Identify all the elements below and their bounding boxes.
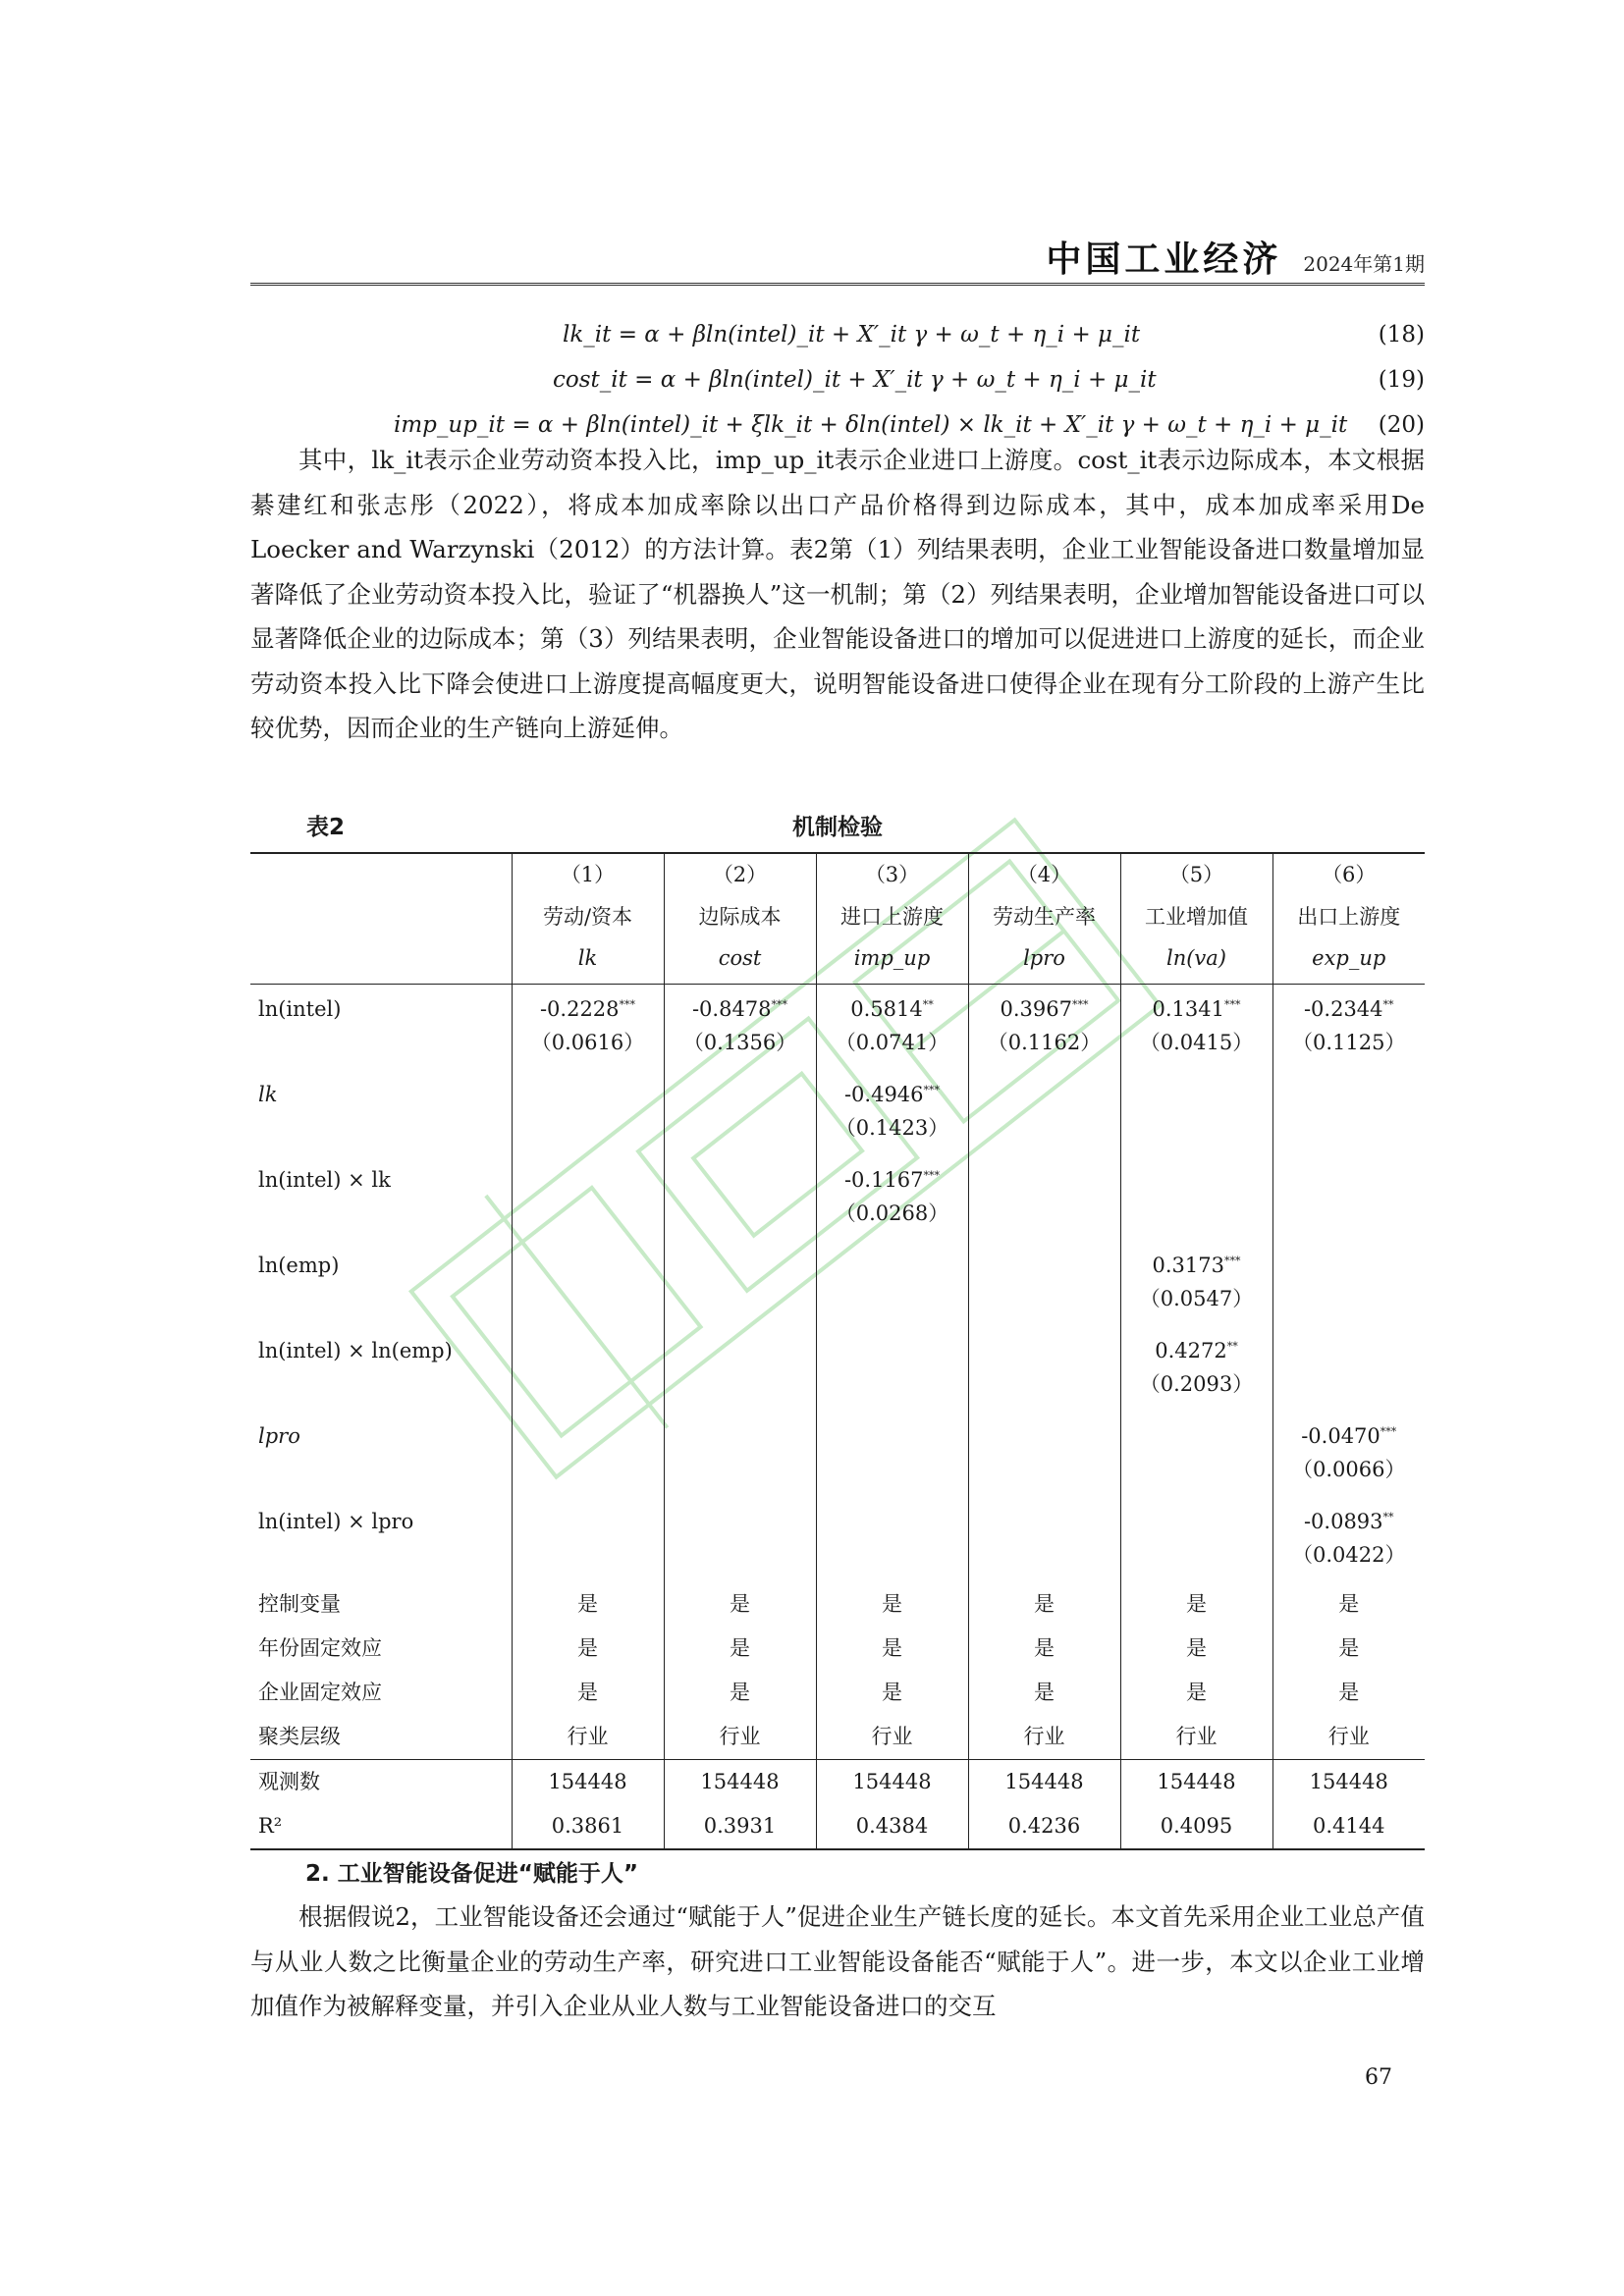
table-cell [816,1070,968,1155]
table-cell [512,1070,664,1155]
table-cell [1272,1326,1425,1412]
journal-name: 中国工业经济 [1046,240,1282,280]
table-cell: 0.4236 [968,1804,1120,1849]
table-cell [512,1326,664,1412]
table-cell [664,1326,816,1412]
table-cell: 行业 [664,1715,816,1760]
coefficient: 0.1341 [1152,997,1224,1021]
paragraph-empowerment: 根据假说2，工业智能设备还会通过“赋能于人”促进企业生产链长度的延长。本文首先采用企业工业总产值与从业人数之比衡量企业的劳动生产率，研究进口工业智能设备能否“赋能于人”。进一步，本文以企业工业增加值作为被解释变量，并引入企业从业人数与工业智能设备进口的交互 [250,1902,1425,2020]
table-cell [1120,985,1272,1071]
table-cell [968,1241,1120,1326]
table-row [250,1715,1425,1760]
standard-error: （0.0547） [1139,1287,1254,1310]
table-row [250,1241,1425,1326]
significance-stars: ** [922,998,934,1011]
coefficient: -0.8478 [691,997,772,1021]
table-header-cell: 劳动/资本 [512,896,664,938]
row-label: 年份固定效应 [258,1636,382,1660]
table-cell: 行业 [1272,1715,1425,1760]
standard-error: （0.0422） [1292,1543,1406,1567]
equation-number: (19) [1378,367,1425,393]
table-cell: 0.4144 [1272,1804,1425,1849]
table-stub-cell [250,896,512,938]
significance-stars: *** [1223,998,1241,1011]
table-cell [664,1241,816,1326]
equation-18 [250,322,1425,361]
table-cell: 是 [1120,1671,1272,1715]
row-label: 企业固定效应 [258,1681,382,1704]
coefficient: 0.3967 [1000,997,1072,1021]
table-row [250,1155,1425,1241]
table-cell [816,985,968,1071]
row-label: ln(intel) [258,997,342,1021]
table-header-cell: lk [512,938,664,985]
table-cell: 是 [664,1671,816,1715]
coefficient: -0.0893 [1303,1510,1383,1533]
significance-stars: *** [1380,1425,1397,1438]
table-cell: 是 [1272,1582,1425,1627]
table-cell: 0.3931 [664,1804,816,1849]
table-header-cell: 劳动生产率 [968,896,1120,938]
table-cell [1272,1497,1425,1582]
table-cell: 是 [664,1582,816,1627]
table-cell: 是 [512,1627,664,1671]
significance-stars: *** [771,998,788,1011]
row-label: ln(intel) × lpro [258,1510,414,1533]
table-cell [664,1497,816,1582]
standard-error: （0.0741） [835,1031,949,1054]
standard-error: （0.1125） [1292,1031,1406,1054]
table-row [250,1412,1425,1497]
significance-stars: *** [1223,1255,1241,1267]
page-header [250,232,1425,286]
table-cell: 154448 [512,1760,664,1805]
table-cell: 154448 [816,1760,968,1805]
table-cell [1272,1412,1425,1497]
row-label: R² [250,1804,512,1849]
coefficient: -0.0470 [1301,1424,1380,1448]
coefficient: -0.1167 [843,1168,924,1192]
table-cell: 是 [968,1627,1120,1671]
table-cell [1272,985,1425,1071]
table-cell: 行业 [512,1715,664,1760]
table-cell: 154448 [1120,1760,1272,1805]
table-cell [968,1070,1120,1155]
table-header-cell: （3） [816,853,968,896]
table-cell [1120,1241,1272,1326]
table-cell [512,1241,664,1326]
row-label: ln(intel) × lk [258,1168,391,1192]
standard-error: （0.1356） [682,1031,797,1054]
table-cell [664,985,816,1071]
table-cell [664,1155,816,1241]
table-cell: 是 [1120,1627,1272,1671]
table-row [250,1497,1425,1582]
table-header-cell: lpro [968,938,1120,985]
table-cell: 行业 [968,1715,1120,1760]
significance-stars: *** [923,1169,941,1182]
row-label: ln(intel) × ln(emp) [258,1339,453,1362]
table-header-cell: cost [664,938,816,985]
equation-19 [250,367,1425,406]
table-cell [1120,1155,1272,1241]
significance-stars: ** [1226,1340,1238,1353]
table-cell: 是 [816,1582,968,1627]
table-cell [512,1155,664,1241]
table-header-cell: （4） [968,853,1120,896]
table-cell [1120,1497,1272,1582]
table-header-cell: exp_up [1272,938,1425,985]
standard-error: （0.0066） [1292,1458,1406,1481]
table-header-cell: （5） [1120,853,1272,896]
coefficient: 0.5814 [850,997,923,1021]
standard-error: （0.0268） [835,1201,949,1225]
table-cell [664,1070,816,1155]
coefficient: -0.4946 [843,1083,924,1106]
table-row [250,1582,1425,1627]
significance-stars: ** [1382,1511,1394,1523]
table-cell [816,1326,968,1412]
table-stub-cell [250,938,512,985]
table-row [250,1760,1425,1805]
table-cell: 是 [968,1582,1120,1627]
table-cell [512,1412,664,1497]
table-cell [512,1497,664,1582]
table-cell [816,1241,968,1326]
table-cell: 是 [816,1627,968,1671]
section-title: 2. 工业智能设备促进“赋能于人” [305,1861,638,1887]
table-cell: 是 [664,1627,816,1671]
table-cell [968,1326,1120,1412]
coefficient: -0.2228 [539,997,620,1021]
table-header-cell: （2） [664,853,816,896]
standard-error: （0.1162） [987,1031,1102,1054]
table-cell: 行业 [816,1715,968,1760]
table-stub-cell [250,853,512,896]
table-cell: 0.4095 [1120,1804,1272,1849]
row-label: 控制变量 [258,1592,341,1616]
standard-error: （0.1423） [835,1116,949,1140]
table-cell: 是 [968,1671,1120,1715]
row-label: 聚类层级 [258,1725,341,1748]
table-cell [1272,1155,1425,1241]
table-cell [512,985,664,1071]
table-header-cell: （6） [1272,853,1425,896]
table-cell [1120,1412,1272,1497]
standard-error: （0.2093） [1139,1372,1254,1396]
equation-expr: lk_it = α + βln(intel)_it + X′_it γ + ω_t + η_i + μ_it [563,322,1141,347]
table-row [250,1326,1425,1412]
table-cell [816,1155,968,1241]
table-cell [968,1412,1120,1497]
significance-stars: *** [923,1084,941,1096]
table-cell [968,1497,1120,1582]
significance-stars: *** [619,998,636,1011]
significance-stars: ** [1382,998,1394,1011]
table-row [250,1671,1425,1715]
standard-error: （0.0616） [530,1031,645,1054]
table-cell [968,985,1120,1071]
mechanism-table [250,852,1425,1850]
equation-number: (18) [1378,322,1425,347]
table-cell: 是 [512,1671,664,1715]
equation-expr: cost_it = α + βln(intel)_it + X′_it γ + ω_t + η_i + μ_it [553,367,1157,393]
table-header-cell: 工业增加值 [1120,896,1272,938]
coefficient: 0.3173 [1152,1254,1224,1277]
table-cell: 0.3861 [512,1804,664,1849]
table-cell [1272,1070,1425,1155]
table-cell [664,1412,816,1497]
table-row [250,985,1425,1071]
table-cell [816,1412,968,1497]
table-cell: 是 [1272,1671,1425,1715]
table-row [250,1804,1425,1849]
table-cell: 154448 [1272,1760,1425,1805]
table-row [250,1070,1425,1155]
page-number: 67 [1365,2065,1392,2090]
table-header-cell: （1） [512,853,664,896]
coefficient: 0.4272 [1155,1339,1227,1362]
table-header-cell: 边际成本 [664,896,816,938]
table-cell [968,1155,1120,1241]
table-caption [250,809,1425,842]
table-cell: 0.4384 [816,1804,968,1849]
table-header-cell: ln(va) [1120,938,1272,985]
table-cell [1272,1241,1425,1326]
issue-label: 2024年第1期 [1303,252,1425,276]
coefficient: -0.2344 [1303,997,1383,1021]
table-cell: 是 [816,1671,968,1715]
row-label: lk [258,1083,278,1106]
table-cell: 行业 [1120,1715,1272,1760]
significance-stars: *** [1071,998,1089,1011]
table-header-cell: 出口上游度 [1272,896,1425,938]
table-cell: 是 [1120,1582,1272,1627]
table-label: 表2 [306,815,346,840]
table-title: 机制检验 [792,815,883,840]
equation-expr: imp_up_it = α + βln(intel)_it + ξlk_it + δln(intel) × lk_it + X′_it γ + ω_t + η_i + μ_it [394,412,1348,438]
table-cell: 是 [1272,1627,1425,1671]
standard-error: （0.0415） [1139,1031,1254,1054]
table-cell: 是 [512,1582,664,1627]
table-cell [816,1497,968,1582]
table-cell [1120,1326,1272,1412]
row-label: 观测数 [250,1760,512,1805]
table-cell: 154448 [968,1760,1120,1805]
table-header-row [250,853,1425,896]
table-header-cell: 进口上游度 [816,896,968,938]
table-header-cell: imp_up [816,938,968,985]
paragraph-mechanism: 其中，lk_it表示企业劳动资本投入比，imp_up_it表示企业进口上游度。cost_it表示边际成本，本文根据綦建红和张志彤（2022），将成本加成率除以出口产品价格得到边际成本，其中，成本加成率采用De Loecker and Warzynski（2012）的方法计算。表2第（1）列结果表明，企业工业智能设备进口数量增加显著降低了企业劳动资本投入比，验证了“机器换人”这一机制；第（2）列结果表明，企业增加智能设备进口可以显著降低企业的边际成本；第（3）列结果表明，企业智能设备进口的增加可以促进进口上游度的延长，而企业劳动资本投入比下降会使进口上游度提高幅度更大，说明智能设备进口使得企业在现有分工阶段的上游产生比较优势，因而企业的生产链向上游延伸。 [250,446,1425,742]
table-cell [1120,1070,1272,1155]
table-row [250,1627,1425,1671]
table-cell: 154448 [664,1760,816,1805]
table-header-row [250,938,1425,985]
row-label: ln(emp) [258,1254,340,1277]
equation-number: (20) [1378,412,1425,438]
table-header-row [250,896,1425,938]
row-label: lpro [258,1424,300,1448]
